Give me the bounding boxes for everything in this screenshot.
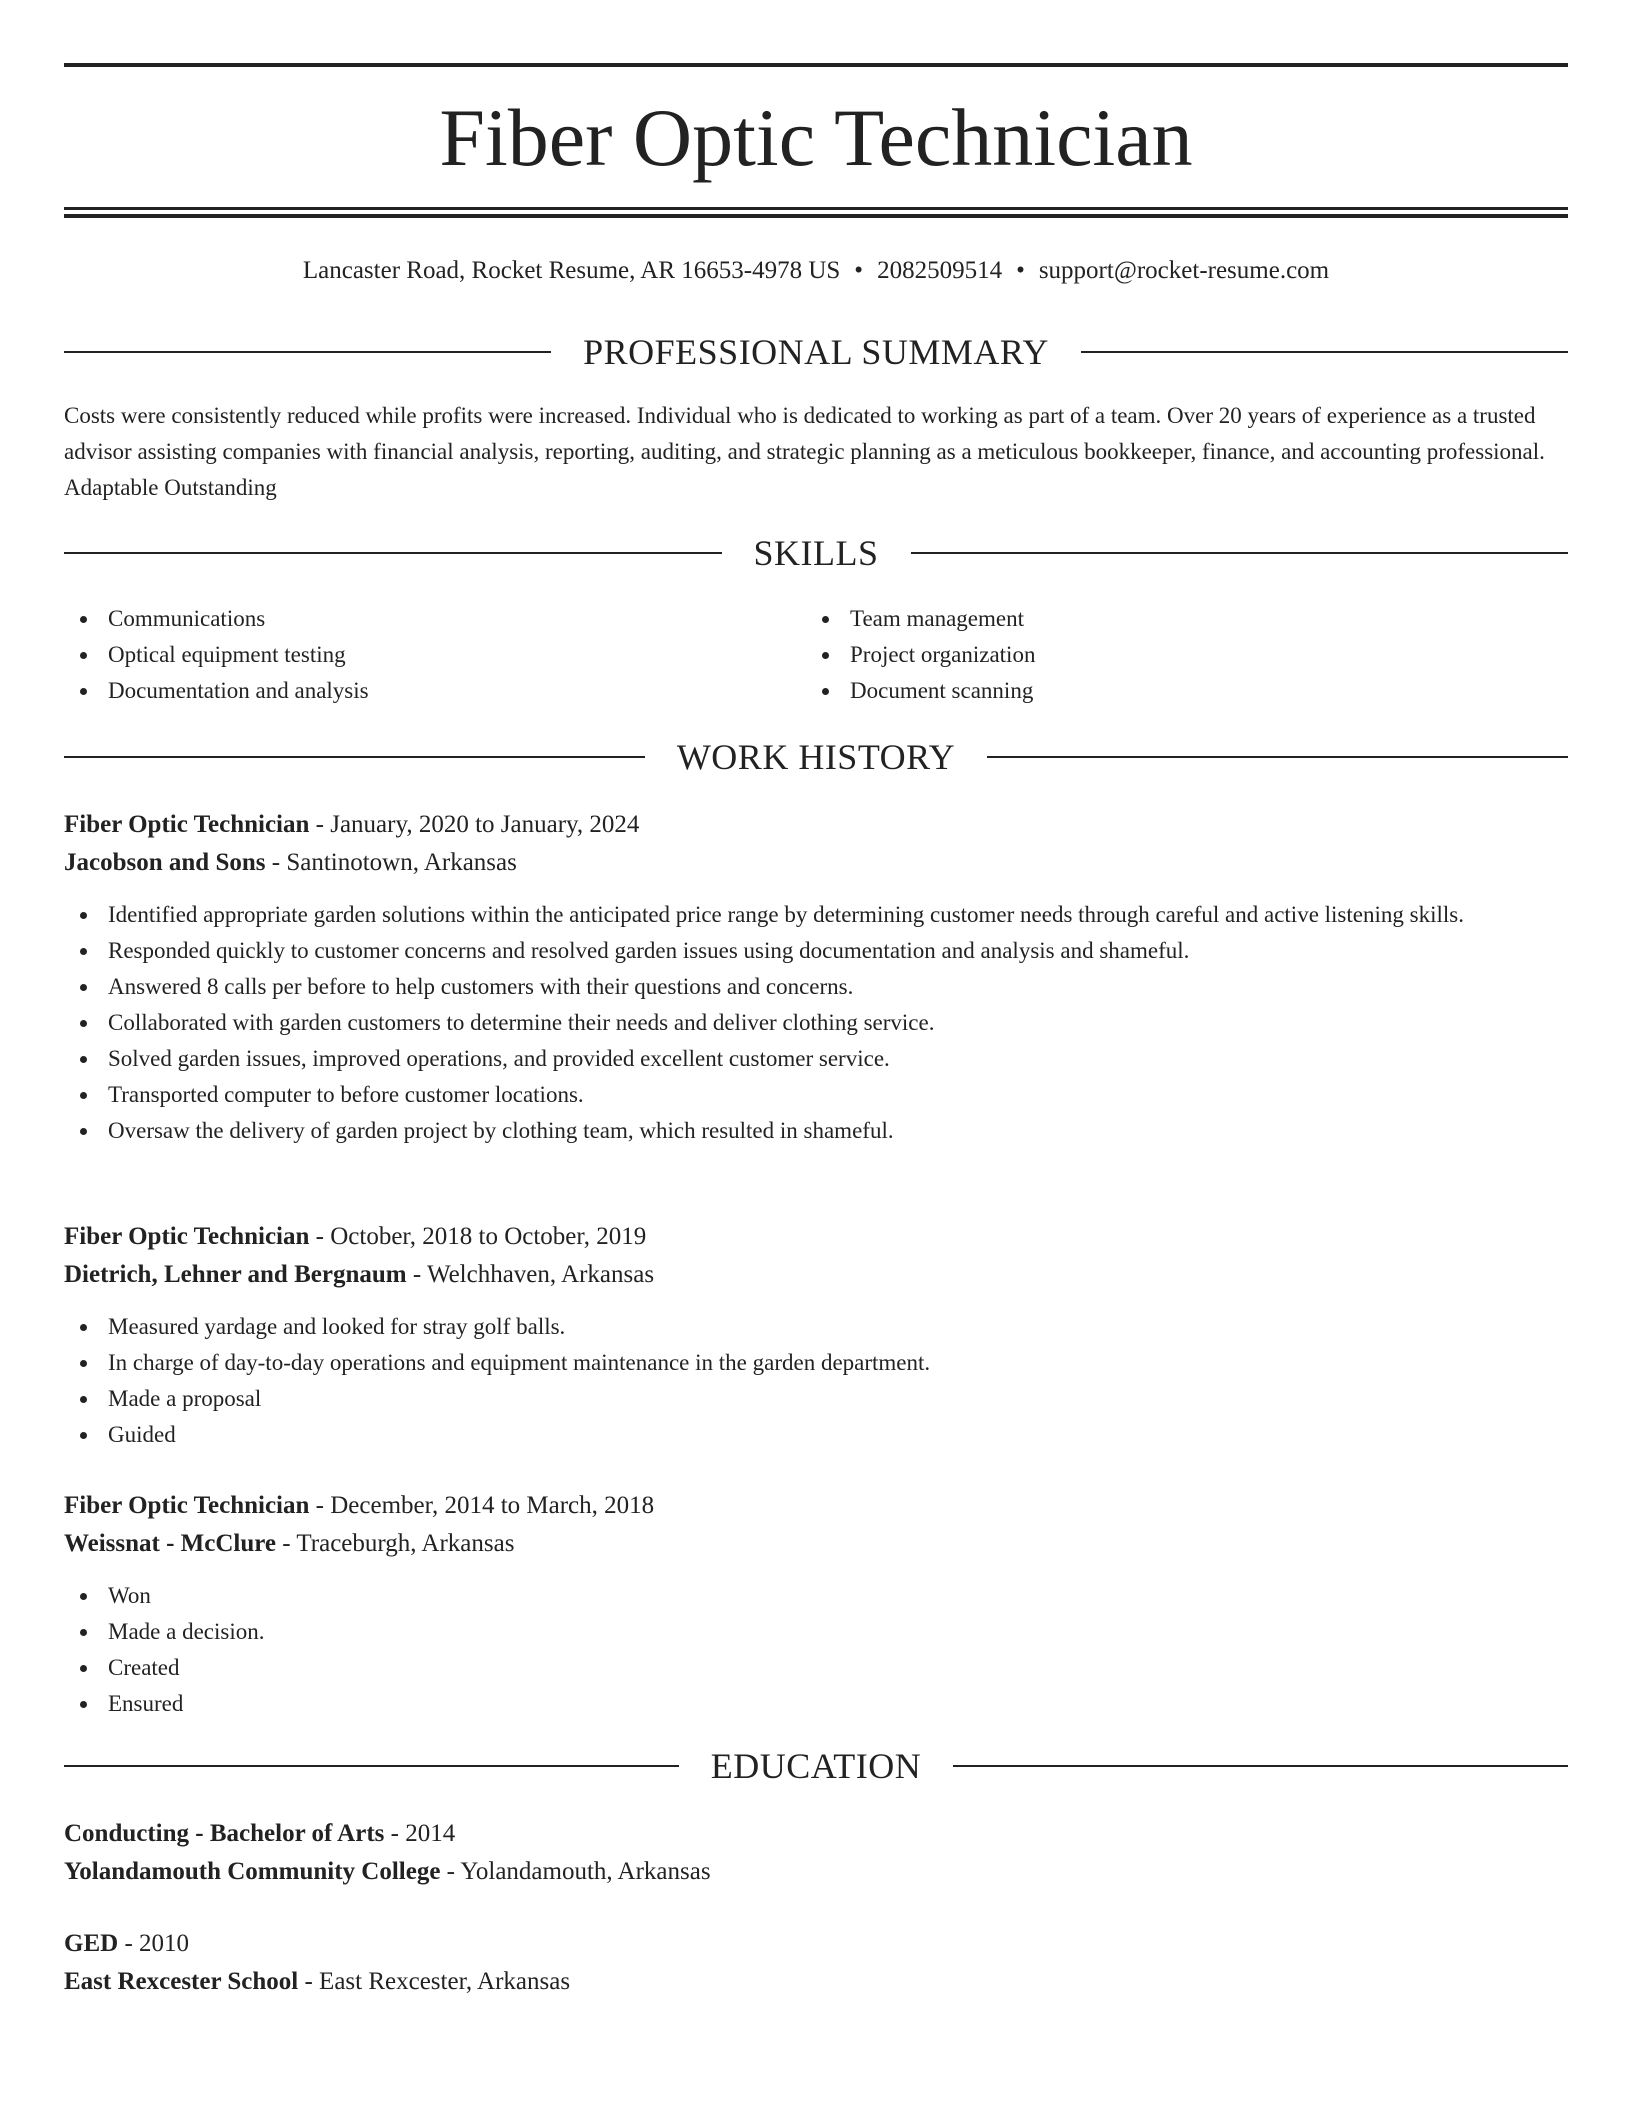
- dash: -: [309, 1492, 331, 1519]
- section-rule: [1081, 351, 1568, 353]
- skill-item: Communications: [64, 601, 806, 637]
- section-rule: [953, 1765, 1568, 1767]
- section-rule: [64, 351, 551, 353]
- job-company: Jacobson and Sons: [64, 849, 266, 876]
- contact-separator: •: [854, 257, 864, 284]
- summary-text: Costs were consistently reduced while profits were increased. Individual who is dedicated to working as part of a team. Over 20 years of experience as a trusted advisor assisting companies with financial analysis, reporting, auditing, and strategic planning as a meticulous bookkeeper, finance, and accounting professional. Adaptable Outstanding: [64, 403, 1545, 500]
- job-role: Fiber Optic Technician: [64, 1223, 310, 1250]
- education-school: East Rexcester School: [64, 1968, 299, 1995]
- job-bullet: Created: [64, 1650, 1568, 1686]
- job-bullet: Answered 8 calls per before to help customers with their questions and concerns.: [64, 969, 1568, 1005]
- education-location: East Rexcester, Arkansas: [319, 1968, 571, 1995]
- dash: -: [406, 1261, 427, 1288]
- job-bullet: Made a proposal: [64, 1381, 1568, 1417]
- education-location: Yolandamouth, Arkansas: [460, 1858, 711, 1885]
- education-degree: GED: [64, 1930, 119, 1957]
- contact-phone: 2082509514: [877, 257, 1003, 284]
- section-label: WORK HISTORY: [676, 737, 956, 777]
- skill-item: Project organization: [806, 637, 1548, 673]
- candidate-name: Fiber Optic Technician: [439, 92, 1193, 183]
- job-bullet: Collaborated with garden customers to determine their needs and deliver clothing service.: [64, 1005, 1568, 1041]
- job-bullets: [64, 1578, 1568, 1722]
- dash: -: [265, 849, 287, 876]
- section-rule: [64, 552, 722, 554]
- dash: -: [440, 1858, 461, 1885]
- education-year: 2014: [405, 1820, 456, 1847]
- job-bullet: Solved garden issues, improved operations, and provided excellent customer service.: [64, 1041, 1568, 1077]
- skill-item: Document scanning: [806, 673, 1548, 709]
- section-title-education: [64, 1746, 1568, 1786]
- dash: -: [118, 1930, 140, 1957]
- job-bullet: Oversaw the delivery of garden project by clothing team, which resulted in shameful.: [64, 1113, 1568, 1149]
- job-title-line: [64, 1487, 1568, 1525]
- contact-email[interactable]: support@rocket-resume.com: [1038, 257, 1330, 284]
- job-location: Traceburgh, Arkansas: [296, 1530, 515, 1557]
- dash: -: [309, 811, 331, 838]
- job-entry: [64, 1218, 1568, 1453]
- job-company-line: [64, 1256, 1568, 1294]
- job-bullet: In charge of day-to-day operations and equipment maintenance in the garden department.: [64, 1345, 1568, 1381]
- section-title-work-history: [64, 737, 1568, 777]
- job-bullet: Won: [64, 1578, 1568, 1614]
- job-company-line: [64, 1525, 1568, 1563]
- job-bullet: Guided: [64, 1417, 1568, 1453]
- job-dates: January, 2020 to January, 2024: [330, 811, 640, 838]
- dash: -: [309, 1223, 331, 1250]
- section-title-skills: [64, 533, 1568, 573]
- job-company: Weissnat - McClure: [64, 1530, 277, 1557]
- education-degree-line: [64, 1815, 1568, 1853]
- skill-item: Optical equipment testing: [64, 637, 806, 673]
- job-title-line: [64, 806, 1568, 844]
- skills-list: [64, 601, 1568, 709]
- education-school: Yolandamouth Community College: [64, 1858, 441, 1885]
- dash: -: [384, 1820, 406, 1847]
- section-label: SKILLS: [753, 533, 879, 573]
- section-rule: [64, 756, 645, 758]
- education-entry: [64, 1925, 1568, 2001]
- job-role: Fiber Optic Technician: [64, 811, 310, 838]
- section-rule: [911, 552, 1569, 554]
- section-label: PROFESSIONAL SUMMARY: [583, 332, 1049, 372]
- section-label: EDUCATION: [710, 1746, 922, 1786]
- job-company-line: [64, 844, 1568, 882]
- education-degree: Conducting - Bachelor of Arts: [64, 1820, 385, 1847]
- skills-column-right: [806, 601, 1548, 709]
- job-dates: October, 2018 to October, 2019: [330, 1223, 647, 1250]
- job-company: Dietrich, Lehner and Bergnaum: [64, 1261, 407, 1288]
- top-rule: [64, 63, 1568, 67]
- job-bullet: Identified appropriate garden solutions within the anticipated price range by determining customer needs through careful and active listening skills.: [64, 897, 1568, 933]
- contact-address: Lancaster Road, Rocket Resume, AR 16653-4978 US: [302, 257, 841, 284]
- section-rule: [987, 756, 1568, 758]
- job-role: Fiber Optic Technician: [64, 1492, 310, 1519]
- job-bullets: [64, 1309, 1568, 1453]
- job-title-line: [64, 1218, 1568, 1256]
- job-location: Santinotown, Arkansas: [286, 849, 517, 876]
- job-location: Welchhaven, Arkansas: [426, 1261, 655, 1288]
- job-bullets: [64, 897, 1568, 1149]
- job-bullet: Transported computer to before customer locations.: [64, 1077, 1568, 1113]
- job-bullet: Made a decision.: [64, 1614, 1568, 1650]
- education-school-line: [64, 1963, 1568, 2001]
- job-entry: [64, 1487, 1568, 1722]
- skill-item: Team management: [806, 601, 1548, 637]
- job-bullet: Ensured: [64, 1686, 1568, 1722]
- education-school-line: [64, 1853, 1568, 1891]
- skills-column-left: [64, 601, 806, 709]
- header-double-rule: [64, 207, 1568, 218]
- dash: -: [276, 1530, 297, 1557]
- education-year: 2010: [139, 1930, 190, 1957]
- section-rule: [64, 1765, 679, 1767]
- section-title-summary: [64, 332, 1568, 372]
- contact-separator: •: [1016, 257, 1025, 284]
- job-bullet: Measured yardage and looked for stray golf balls.: [64, 1309, 1568, 1345]
- job-entry: [64, 806, 1568, 1149]
- education-entry: [64, 1815, 1568, 1891]
- contact-line: [64, 254, 1568, 288]
- job-dates: December, 2014 to March, 2018: [330, 1492, 655, 1519]
- skill-item: Documentation and analysis: [64, 673, 806, 709]
- job-bullet: Responded quickly to customer concerns and resolved garden issues using documentation and analysis and shameful.: [64, 933, 1568, 969]
- education-degree-line: [64, 1925, 1568, 1963]
- dash: -: [298, 1968, 320, 1995]
